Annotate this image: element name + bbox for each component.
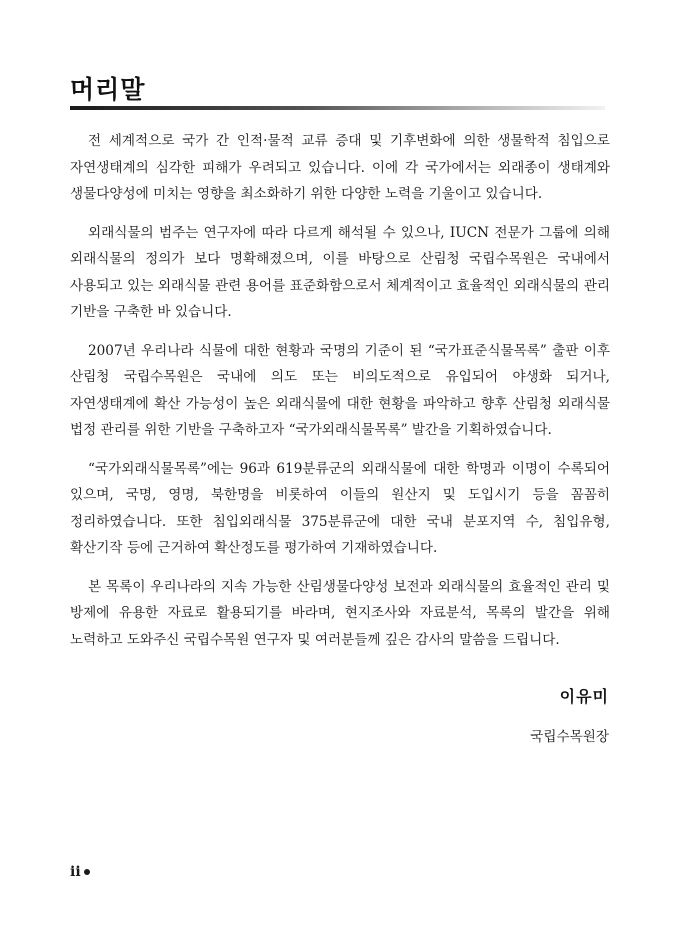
page-number-footer bbox=[70, 864, 90, 880]
page-number: ii bbox=[70, 864, 81, 880]
paragraph: 2007년 우리나라 식물에 대한 현황과 국명의 기준이 된 “국가표준식물목록” 출판 이후 산림청 국립수목원은 국내에 의도 또는 비의도적으로 유입되어 야생화 되거나, 자연생태계에 확산 가능성이 높은 외래식물에 대한 현황을 파악하고 향후 산림청 외래식물 법정 관리를 위한 기반을 구축하고자 “국가외래식물목록” 발간을 기획하였습니다. bbox=[70, 342, 610, 438]
paragraph: 본 목록이 우리나라의 지속 가능한 산림생물다양성 보전과 외래식물의 효율적인 관리 및 방제에 유용한 자료로 활용되기를 바라며, 현지조사와 자료분석, 목록의 발간을 위해 노력하고 도와주신 국립수목원 연구자 및 여러분들께 깊은 감사의 말씀을 드립니다. bbox=[70, 578, 610, 648]
signer-position: 국립수목원장 bbox=[530, 729, 609, 745]
preface-body bbox=[70, 128, 610, 665]
signer-name: 이유미 bbox=[559, 687, 609, 706]
paragraph: “국가외래식물목록”에는 96과 619분류군의 외래식물에 대한 학명과 이명이 수록되어 있으며, 국명, 영명, 북한명을 비롯하여 이들의 원산지 및 도입시기 등을 꼼꼼히 정리하였습니다. 또한 침입외래식물 375분류군에 대한 국내 분포지역 수, 침입유형, 확산기작 등에 근거하여 확산정도를 평가하여 기재하였습니다. bbox=[70, 460, 610, 556]
paragraph: 외래식물의 범주는 연구자에 따라 다르게 해석될 수 있으나, IUCN 전문가 그룹에 의해 외래식물의 정의가 보다 명확해졌으며, 이를 바탕으로 산림청 국립수목원은 국내에서 사용되고 있는 외래식물 관련 용어를 표준화함으로서 체계적이고 효율적인 외래식물의 관리 기반을 구축한 바 있습니다. bbox=[70, 224, 610, 320]
title-divider bbox=[70, 106, 605, 110]
paragraph: 전 세계적으로 국가 간 인적·물적 교류 증대 및 기후변화에 의한 생물학적 침입으로 자연생태계의 심각한 피해가 우려되고 있습니다. 이에 각 국가에서는 외래종이 생태계와 생물다양성에 미치는 영향을 최소화하기 위한 다양한 노력을 기울이고 있습니다. bbox=[70, 133, 610, 202]
bullet-dot-icon bbox=[84, 869, 90, 875]
signature-block bbox=[530, 684, 609, 745]
page-title: 머리말 bbox=[70, 75, 146, 104]
